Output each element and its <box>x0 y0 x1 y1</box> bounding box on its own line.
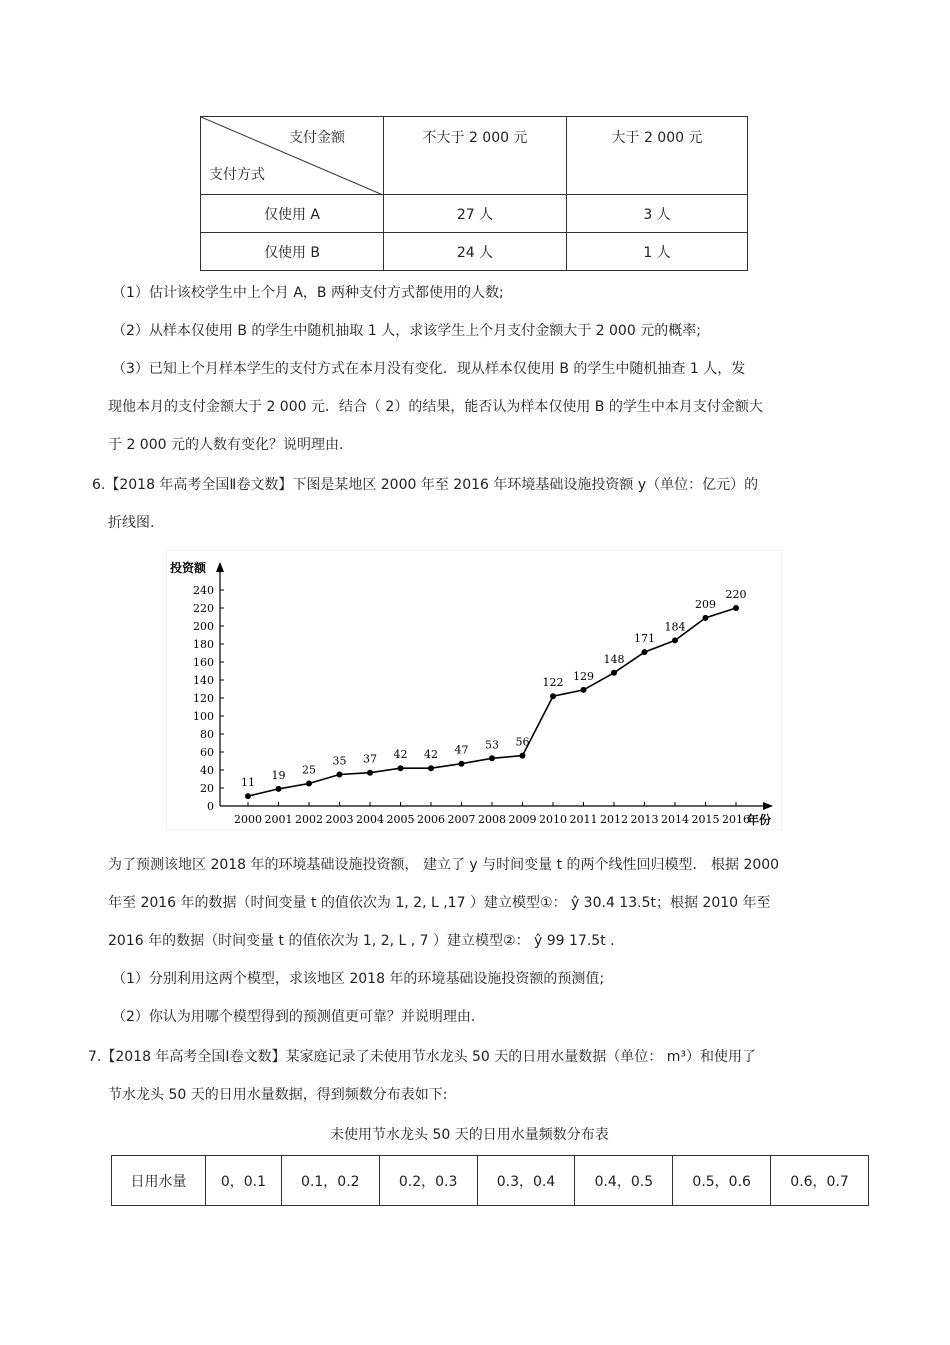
data-point <box>428 765 434 771</box>
q7-heading: 7.【2018 年高考全国Ⅰ卷文数】某家庭记录了未使用节水龙头 50 天的日用水量数据（单位： m³）和使用了 <box>88 1049 756 1065</box>
data-label: 25 <box>302 763 316 777</box>
table-cell: 3 人 <box>567 195 748 233</box>
q7-table-caption: 未使用节水龙头 50 天的日用水量频数分布表 <box>330 1127 609 1143</box>
bin-cell: 0.5，0.6 <box>673 1156 771 1206</box>
table-cell: 1 人 <box>567 233 748 271</box>
data-point <box>337 772 343 778</box>
q6-sub1: （1）分别利用这两个模型，求该地区 2018 年的环境基础设施投资额的预测值; <box>112 971 605 987</box>
q6-sub2: （2）你认为用哪个模型得到的预测值更可靠？并说明理由. <box>112 1009 476 1025</box>
row-label: 仅使用 A <box>201 195 384 233</box>
x-tick-label: 2013 <box>630 813 659 826</box>
x-tick-label: 2001 <box>264 813 293 826</box>
water-usage-table <box>111 1155 869 1206</box>
x-tick-label: 2014 <box>661 813 689 826</box>
data-point <box>459 761 465 767</box>
bin-cell: 0，0.1 <box>206 1156 282 1206</box>
x-tick-label: 2010 <box>539 813 567 826</box>
x-tick-label: 2003 <box>325 813 354 826</box>
bin-cell: 0.1，0.2 <box>281 1156 379 1206</box>
data-label: 37 <box>363 752 377 766</box>
data-point <box>398 765 404 771</box>
x-tick-label: 2006 <box>417 813 445 826</box>
x-tick-label: 2016 <box>722 813 750 826</box>
data-label: 220 <box>725 588 747 601</box>
y-tick-label: 240 <box>193 584 214 597</box>
data-label: 56 <box>515 735 530 749</box>
x-tick-label: 2007 <box>447 813 476 826</box>
q5-part2: （2）从样本仅使用 B 的学生中随机抽取 1 人，求该学生上个月支付金额大于 2 000 元的概率; <box>112 323 701 339</box>
q5-part3-line1: （3）已知上个月样本学生的支付方式在本月没有变化．现从样本仅使用 B 的学生中随机抽查 1 人，发 <box>112 361 746 377</box>
q5-part3-line2: 现他本月的支付金额大于 2 000 元．结合（ 2）的结果，能否认为样本仅使用 B 的学生中本月支付金额大 <box>108 399 763 415</box>
y-tick-label: 160 <box>193 656 214 669</box>
data-point <box>306 781 312 787</box>
data-point <box>642 649 648 655</box>
q6-heading-line2: 折线图. <box>108 515 155 531</box>
header-bottom-label: 支付方式 <box>209 167 265 183</box>
y-tick-label: 0 <box>207 800 214 813</box>
table-cell: 27 人 <box>384 195 567 233</box>
y-tick-label: 220 <box>193 602 214 615</box>
y-tick-label: 80 <box>200 728 214 741</box>
data-label: 171 <box>634 632 655 646</box>
diagonal-header-cell <box>201 117 384 195</box>
x-tick-label: 2004 <box>356 813 384 826</box>
data-label: 42 <box>424 748 438 762</box>
y-tick-label: 20 <box>200 782 214 795</box>
bin-cell: 0.6，0.7 <box>771 1156 869 1206</box>
col2-header: 大于 2 000 元 <box>567 117 748 195</box>
data-point <box>581 687 587 693</box>
x-tick-label: 2005 <box>386 813 415 826</box>
bin-cell: 0.3，0.4 <box>477 1156 575 1206</box>
data-point <box>611 670 617 676</box>
y-tick-label: 40 <box>200 764 214 777</box>
data-point <box>733 605 739 611</box>
data-label: 19 <box>271 768 286 782</box>
data-point <box>550 693 556 699</box>
x-tick-label: 2015 <box>691 813 720 826</box>
table-cell: 24 人 <box>384 233 567 271</box>
data-label: 122 <box>542 676 564 690</box>
investment-line-chart <box>166 550 782 830</box>
chart-frame <box>166 550 782 830</box>
bin-cell: 0.4，0.5 <box>575 1156 673 1206</box>
data-label: 53 <box>485 738 499 752</box>
y-tick-label: 100 <box>193 710 214 723</box>
x-tick-label: 2012 <box>600 813 628 826</box>
q5-part3-line3: 于 2 000 元的人数有变化？说明理由. <box>108 437 344 453</box>
data-label: 47 <box>454 743 469 757</box>
row-label: 仅使用 B <box>201 233 384 271</box>
x-tick-label: 2009 <box>508 813 537 826</box>
data-label: 35 <box>332 754 347 768</box>
data-label: 209 <box>695 597 716 611</box>
q6-body-line3: 2016 年的数据（时间变量 t 的值依次为 1, 2, L , 7 ）建立模型②： ŷ 99 17.5t . <box>108 933 615 949</box>
y-tick-label: 120 <box>193 692 214 705</box>
col1-header: 不大于 2 000 元 <box>384 117 567 195</box>
y-tick-label: 200 <box>193 620 214 633</box>
x-tick-label: 2002 <box>295 813 323 826</box>
payment-table <box>200 116 748 271</box>
data-point <box>520 753 526 759</box>
q5-part1: （1）估计该校学生中上个月 A，B 两种支付方式都使用的人数; <box>112 285 504 301</box>
data-point <box>245 793 251 799</box>
data-point <box>367 770 373 776</box>
q6-heading: 6.【2018 年高考全国Ⅱ卷文数】下图是某地区 2000 年至 2016 年环境基础设施投资额 y（单位：亿元）的 <box>92 477 759 493</box>
row-label: 日用水量 <box>112 1156 206 1206</box>
q7-heading-line2: 节水龙头 50 天的日用水量数据，得到频数分布表如下: <box>108 1087 448 1103</box>
data-label: 148 <box>603 652 625 666</box>
data-point <box>489 755 495 761</box>
data-label: 129 <box>573 669 594 683</box>
x-tick-label: 2000 <box>234 813 262 826</box>
data-point <box>672 637 678 643</box>
data-point <box>703 615 709 621</box>
data-label: 184 <box>664 620 686 634</box>
q6-body-line2: 年至 2016 年的数据（时间变量 t 的值依次为 1, 2, L ,17 ）建立模型①： ŷ 30.4 13.5t；根据 2010 年至 <box>108 895 771 911</box>
header-top-label: 支付金额 <box>289 130 345 146</box>
y-tick-label: 60 <box>200 746 214 759</box>
q6-body-line1: 为了预测该地区 2018 年的环境基础设施投资额， 建立了 y 与时间变量 t 的两个线性回归模型． 根据 2000 <box>108 857 780 873</box>
x-tick-label: 2008 <box>478 813 506 826</box>
x-axis-label: 年份 <box>747 813 772 827</box>
y-tick-label: 180 <box>193 638 214 651</box>
data-point <box>276 786 282 792</box>
data-label: 42 <box>393 748 408 762</box>
bin-cell: 0.2，0.3 <box>379 1156 477 1206</box>
y-tick-label: 140 <box>193 674 214 687</box>
x-tick-label: 2011 <box>569 813 598 826</box>
data-label: 11 <box>241 776 255 790</box>
y-axis-label: 投资额 <box>170 561 207 575</box>
